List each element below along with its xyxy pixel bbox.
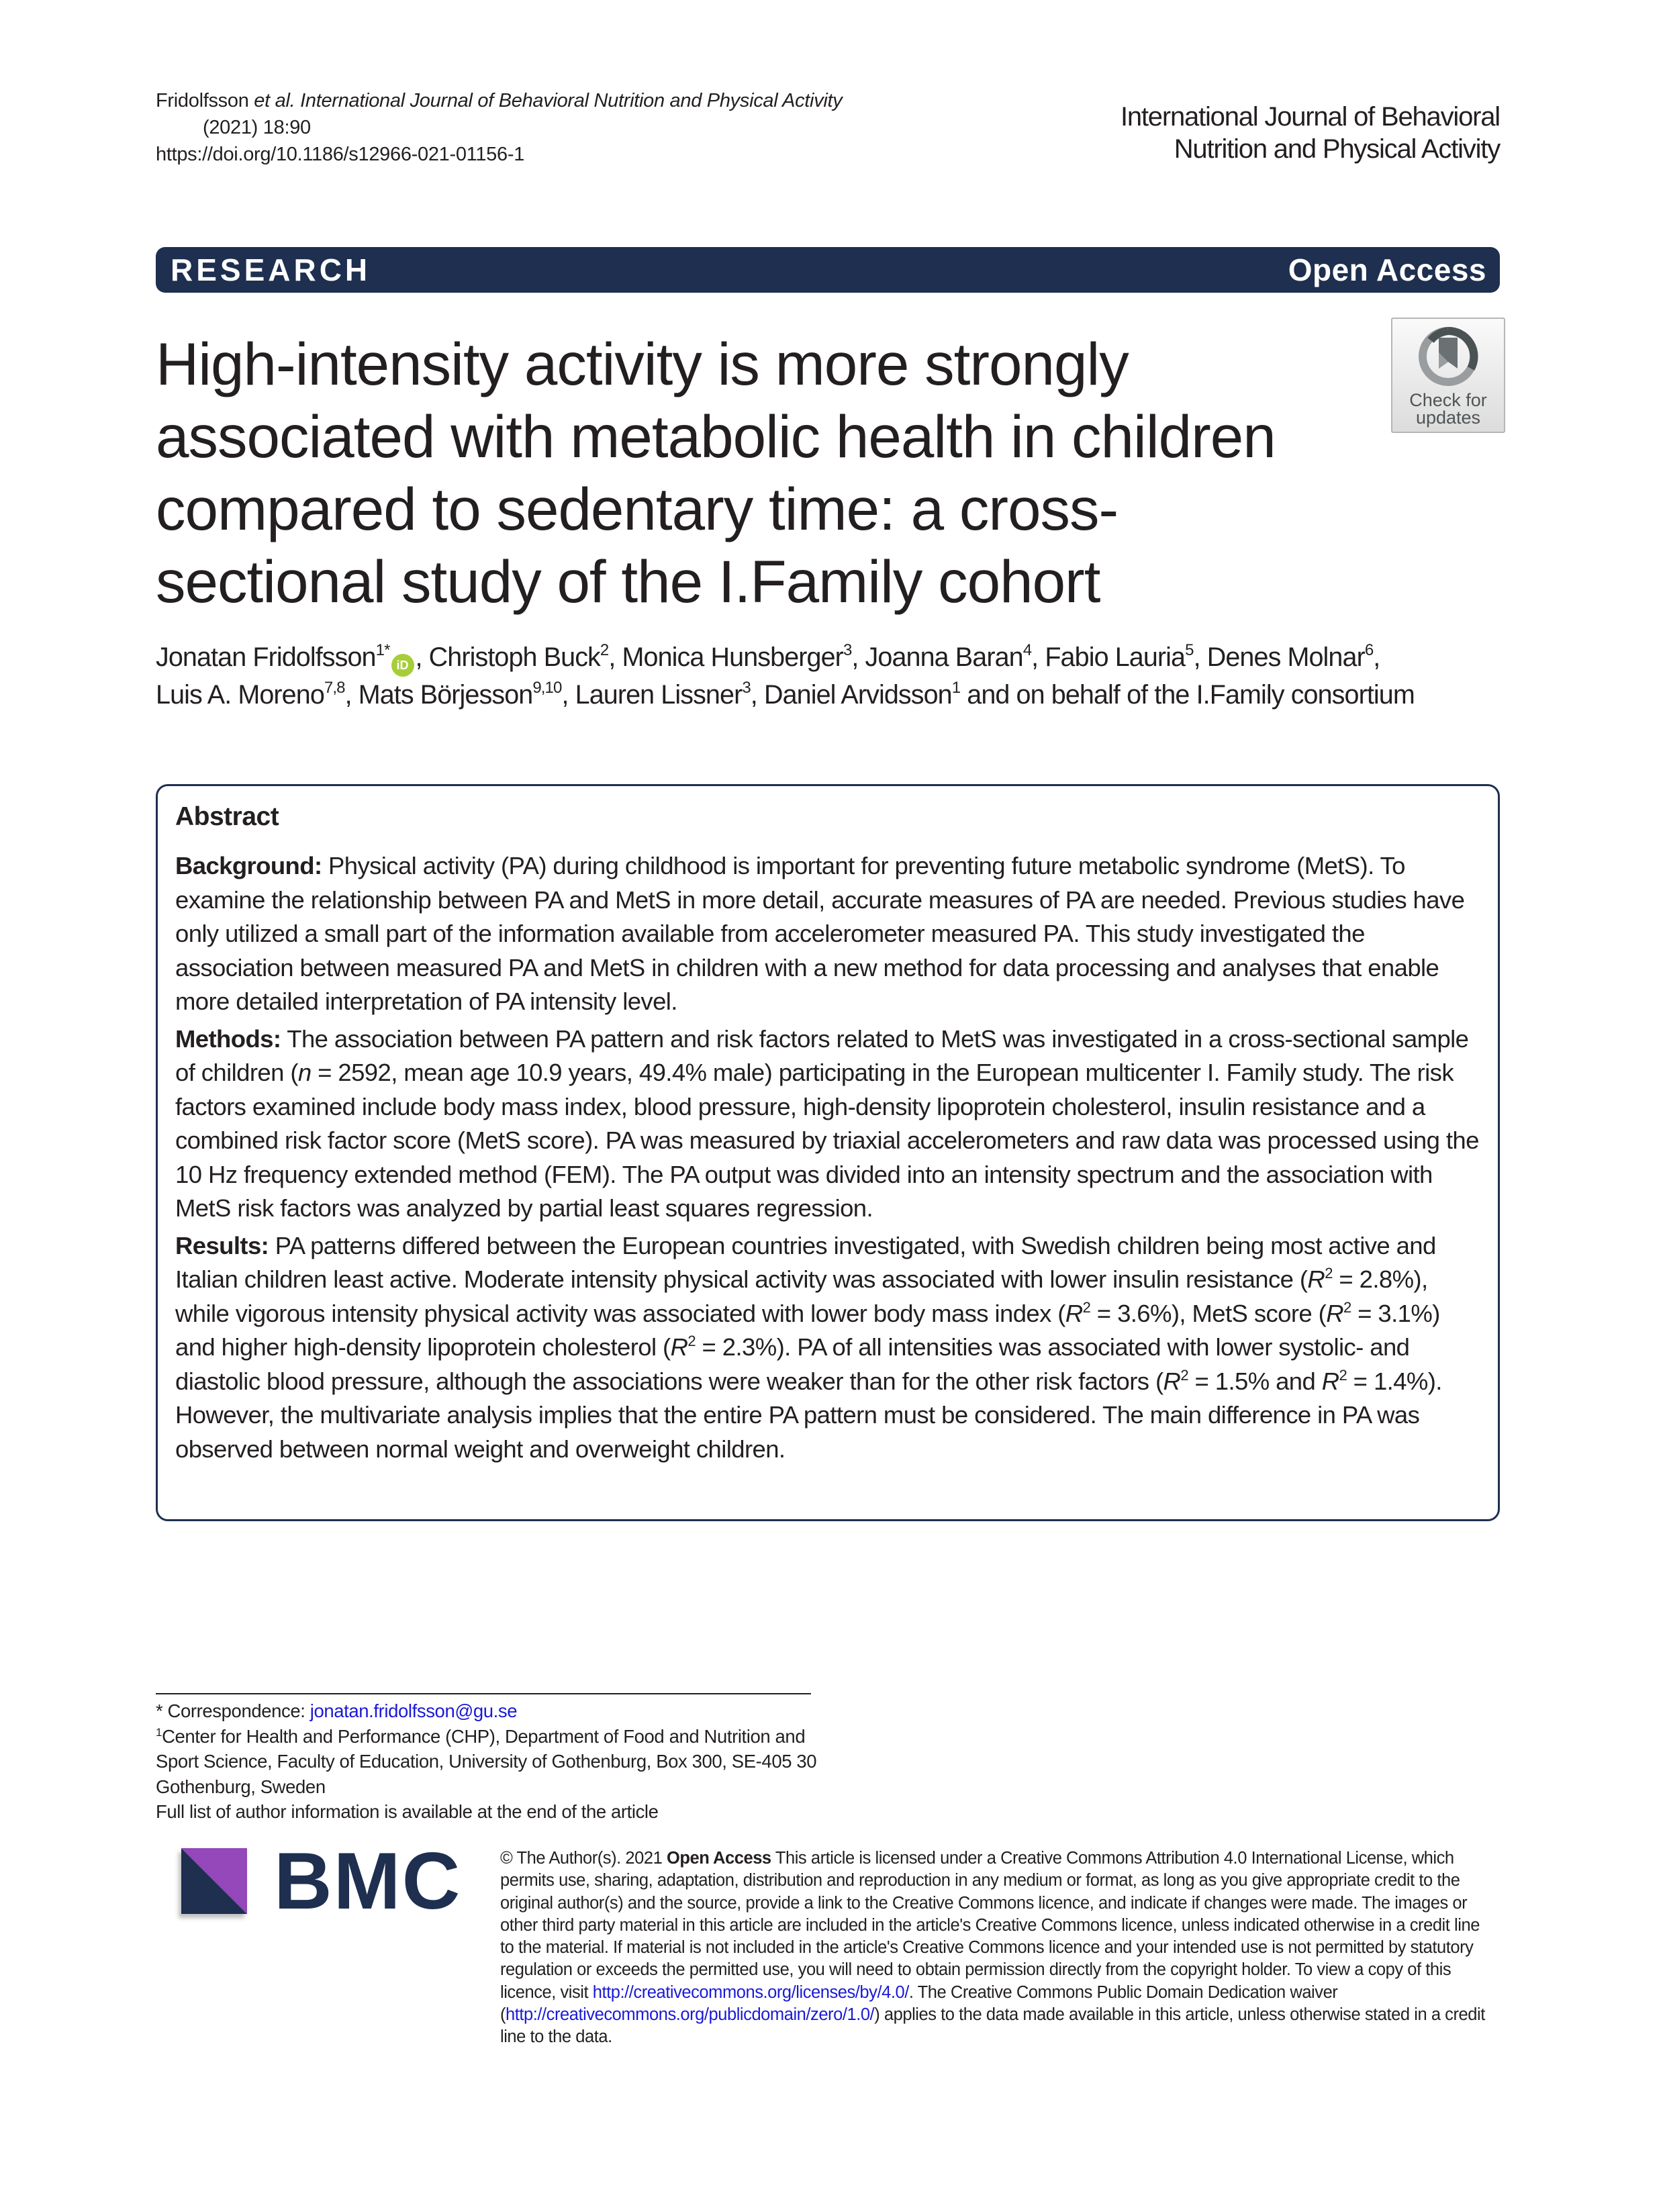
citation-journal: International Journal of Behavioral Nutrition and Physical Activity — [300, 90, 843, 111]
author-name[interactable]: Daniel Arvidsson — [763, 680, 952, 710]
citation-etal: et al. — [254, 90, 295, 111]
article-type-label: RESEARCH — [171, 252, 371, 287]
results-text: = 1.5% and — [1188, 1367, 1322, 1395]
abstract-heading: Abstract — [175, 802, 279, 831]
author-affiliation: 1 — [951, 679, 961, 697]
background-text: Physical activity (PA) during childhood is important for preventing future metabolic syndrome (MetS). To examine the relationship between PA and MetS in more detail, accurate measures of PA are needed. Previous studies have only utilized a small part of the information available from accelerometer measured PA. This study investigated the association between measured PA and MetS in children with a new method for data processing and analyses that enable more detailed interpretation of PA intensity level. — [175, 852, 1465, 1015]
results-text: = 3.1%) and higher high-density lipoprotein cholesterol ( — [175, 1299, 1440, 1361]
author-name[interactable]: Lauren Lissner — [575, 680, 743, 710]
author-affiliation: 7,8 — [324, 679, 345, 697]
copyright-text: © The Author(s). 2021 — [500, 1849, 667, 1868]
affiliation-text: Center for Health and Performance (CHP), Department of Food and Nutrition and Sport Science, Faculty of Education, University of Gothenburg, Box 300, SE-405 30 Gothenburg, Sweden — [156, 1725, 817, 1797]
cc-by-license-link[interactable]: http://creativecommons.org/licenses/by/4.0/ — [592, 1982, 909, 2002]
license-statement — [500, 1847, 1487, 2049]
doi-link[interactable]: https://doi.org/10.1186/s12966-021-01156-1 — [156, 144, 525, 165]
r-variable: R — [1307, 1265, 1325, 1293]
footnote-divider — [156, 1693, 811, 1694]
correspondence-email-link[interactable]: jonatan.fridolfsson@gu.se — [310, 1700, 518, 1721]
author-affiliation: 4 — [1022, 641, 1032, 659]
orcid-icon[interactable]: iD — [391, 654, 414, 677]
background-label: Background: — [175, 852, 322, 879]
journal-name-line2: Nutrition and Physical Activity — [1174, 134, 1500, 164]
article-type-bar — [156, 247, 1500, 293]
author-affiliation: 9,10 — [532, 679, 562, 697]
affiliation-1 — [156, 1724, 820, 1800]
check-for-updates-line1: Check for — [1409, 390, 1487, 410]
author-name[interactable]: Luis A. Moreno — [156, 680, 324, 710]
superscript: 2 — [687, 1333, 696, 1349]
r-variable: R — [1163, 1367, 1181, 1395]
author-name[interactable]: Monica Hunsberger — [622, 642, 843, 672]
author-affiliation: 6 — [1364, 641, 1374, 659]
abstract-box — [156, 784, 1500, 1521]
methods-label: Methods: — [175, 1024, 281, 1053]
open-access-bold: Open Access — [666, 1849, 771, 1868]
author-affiliation: 3 — [742, 679, 751, 697]
check-for-updates-text — [1409, 391, 1487, 426]
superscript: 2 — [1325, 1265, 1333, 1282]
crossmark-bookmark-icon — [1416, 324, 1480, 389]
author-name[interactable]: Jonatan Fridolfsson — [156, 642, 376, 672]
check-for-updates-button[interactable] — [1391, 318, 1505, 433]
author-affiliation: 3 — [843, 641, 852, 659]
bmc-logo-mark-icon — [181, 1848, 247, 1914]
author-affiliation: 2 — [600, 641, 609, 659]
bmc-logo — [181, 1836, 463, 1926]
footnotes — [156, 1698, 820, 1825]
results-text: = 1.4%). However, the multivariate analysis implies that the entire PA pattern must be considered. The main difference in PA was observed between normal weight and overweight children. — [175, 1367, 1442, 1463]
superscript: 2 — [1343, 1298, 1351, 1316]
r-variable: R — [1065, 1299, 1083, 1327]
cc0-waiver-link[interactable]: http://creativecommons.org/publicdomain/zero/1.0/ — [506, 2005, 875, 2025]
abstract-background — [175, 849, 1479, 1019]
open-access-label: Open Access — [1288, 252, 1486, 287]
author-name[interactable]: Denes Molnar — [1206, 642, 1365, 672]
journal-name — [1121, 101, 1500, 165]
affiliation-number: 1 — [156, 1725, 162, 1739]
n-variable: n — [297, 1059, 312, 1086]
author-name[interactable]: Joanna Baran — [865, 642, 1023, 672]
methods-text: The association between PA pattern and risk factors related to MetS was investigated in a cross-sectional sample of children ( — [175, 1024, 1469, 1086]
license-text: This article is licensed under a Creative Commons Attribution 4.0 International License, which permits use, sharing, adaptation, distribution and reproduction in any medium or format, as long as you give appropriate credit to the original author(s) and the source, provide a link to the Creative Commons licence, and indicate if changes were made. The images or other third party material in this article are included in the article's Creative Commons licence, unless indicated otherwise in a credit line to the material. If material is not included in the article's Creative Commons licence and your intended use is not permitted by statutory regulation or exceeds the permitted use, you will need to obtain permission directly from the copyright holder. To view a copy of this licence, visit — [500, 1849, 1480, 2002]
author-affiliation: 1* — [375, 641, 390, 659]
r-variable: R — [1321, 1367, 1339, 1395]
abstract-results — [175, 1229, 1479, 1467]
results-text: = 2.3%). PA of all intensities was associated with lower systolic- and diastolic blood pressure, although the associations were weaker than for the other risk factors ( — [175, 1333, 1410, 1395]
bmc-logo-text: BMC — [274, 1836, 462, 1926]
citation-authors: Fridolfsson — [156, 90, 249, 111]
results-text: = 2.8%), while vigorous intensity physical activity was associated with lower body mass index ( — [175, 1265, 1428, 1327]
abstract-methods — [175, 1022, 1479, 1226]
citation-volume: (2021) 18:90 — [203, 117, 311, 138]
license-text: ) applies to the data made available in this article, unless otherwise stated in a credit line to the data. — [500, 2005, 1485, 2047]
author-name[interactable]: Fabio Lauria — [1045, 642, 1186, 672]
author-list: Jonatan Fridolfsson$^{1*}$iD , Christoph Buck$^2$, Monica Hunsberger$^3$, Joanna Baran$^4$, Fabio Lauria$^5$, Denes Molnar$^6$, Luis A. Moreno$^{7,8}$, Mats Börjesson$^{9,10}$, Lauren Lissner$^3$, Daniel Arvidsson$^1$ and on behalf of the I.Family consortium — [156, 641, 1415, 710]
citation-header — [156, 87, 843, 168]
article-title: High-intensity activity is more strongly associated with metabolic health in children compared to sedentary time: a cross-sectional study of the I.Family cohort — [156, 330, 1276, 615]
superscript: 2 — [1180, 1366, 1188, 1384]
methods-text: = 2592, mean age 10.9 years, 49.4% male) participating in the European multicenter I. Family study. The risk factors examined include body mass index, blood pressure, high-density lipoprotein cholesterol, insulin resistance and a combined risk factor score (MetS score). PA was measured by triaxial accelerometers and raw data was processed using the 10 Hz frequency extended method (FEM). The PA output was divided into an intensity spectrum and the association with MetS risk factors was analyzed by partial least squares regression. — [175, 1059, 1479, 1222]
full-list-note: Full list of author information is available at the end of the article — [156, 1801, 659, 1822]
superscript: 2 — [1082, 1298, 1091, 1316]
correspondence — [156, 1698, 820, 1724]
license-text: . The Creative Commons Public Domain Dedication waiver ( — [500, 1982, 1338, 2025]
r-variable: R — [1326, 1299, 1343, 1327]
author-name[interactable]: Mats Börjesson — [358, 680, 533, 710]
r-variable: R — [670, 1333, 688, 1361]
superscript: 2 — [1339, 1366, 1347, 1384]
consortium-note: and on behalf of the I.Family consortium — [960, 680, 1415, 710]
results-text: PA patterns differed between the European countries investigated, with Swedish children being most active and Italian children least active. Moderate intensity physical activity was associated with lower insulin resistance ( — [175, 1231, 1436, 1293]
correspondence-label: * Correspondence: — [156, 1700, 310, 1721]
author-name[interactable]: Christoph Buck — [428, 642, 600, 672]
check-for-updates-line2: updates — [1415, 407, 1481, 428]
journal-name-line1: International Journal of Behavioral — [1120, 102, 1500, 132]
results-text: = 3.6%), MetS score ( — [1090, 1299, 1327, 1327]
results-label: Results: — [175, 1231, 269, 1259]
author-affiliation: 5 — [1185, 641, 1194, 659]
